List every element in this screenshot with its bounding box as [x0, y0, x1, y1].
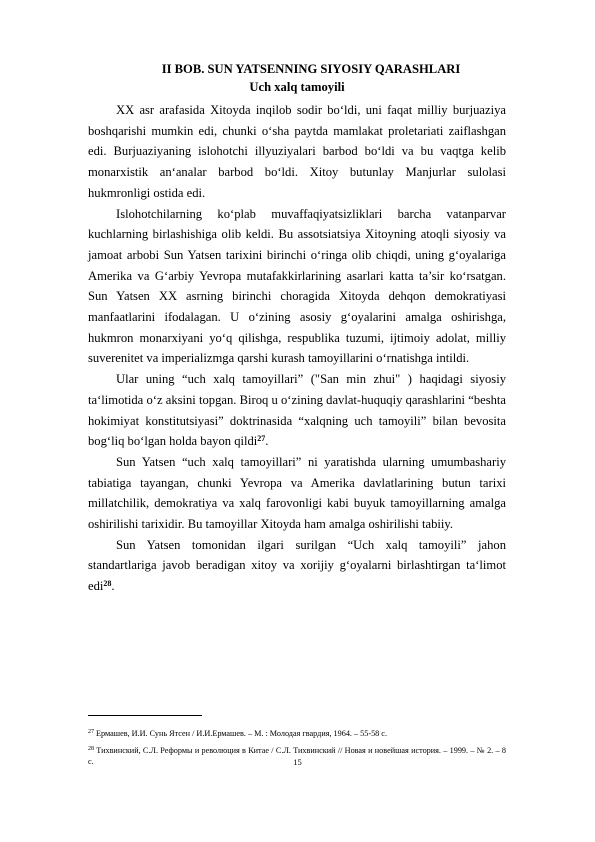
page-number: 15: [293, 757, 302, 767]
paragraph-3: Ular uning “uch xalq tamoyillari” ("San min zhui" ) haqidagi siyosiy ta‘limotida o‘z aksini topgan. Biroq u o‘zining davlat-huquqiy qarashlarini “beshta hokimiyat konstitutsiyasi” doktrinasida “xalqning uch tamoyili” bilan bevosita bog‘liq bo‘lgan holda bayon qildi$^{27}$.: [88, 372, 506, 449]
footnote-divider: [88, 715, 202, 716]
paragraph-4: [88, 452, 506, 535]
footnote-number: 27: [88, 729, 94, 735]
footnote-27: [88, 728, 506, 739]
paragraph-1: [88, 100, 506, 204]
paragraph-4-text: Sun Yatsen “uch xalq tamoyillari” ni yaratishda ularning umumbashariy tabiatiga tayangan, chunki Yevropa va Amerika davlatlarining butun tarixi millatchilik, demokratiya va xalq farovonligi kabi buyuk tamoyillarning amalga oshirilishi tarixidir. Bu tamoyillar Xitoyda ham amalga oshirilishi tabiiy.: [88, 454, 506, 532]
paragraph-3-text: Ular uning “uch xalq tamoyillari” ("San min zhui" ) haqidagi siyosiy ta‘limotida o‘z aksini topgan. Biroq u o‘zining davlat-huquqiy qarashlarini “beshta hokimiyat konstitutsiyasi” doktrinasida “xalqning uch tamoyili” bilan bevosita bog‘liq bo‘lgan holda bayon qildi: [88, 372, 506, 449]
body-text: [88, 100, 506, 597]
footnote-text: Тихвинский, С.Л. Реформы и революция в Китае / С.Л. Тихвинский // Новая и новейшая история. – 1999. – № 2. – 8 с.: [88, 746, 506, 766]
section-title: Uch xalq tamoyili: [249, 80, 345, 94]
paragraph-2-text: Islohotchilarning ko‘plab muvaffaqiyatsizliklari barcha vatanparvar kuchlarning birlashishiga olib keldi. Bu assotsiatsiya Xitoyning atoqli siyosiy va jamoat arbobi Sun Yatsen tarixini birinchi o‘ringa olib chiqdi, uning g‘oyalariga Amerika va G‘arbiy Yevropa mutafakkirlarining asarlari katta ta’sir ko‘rsatgan. Sun Yatsen XX asrning birinchi choragida Xitoyda dehqon demokratiyasi manfaatlarini ifodalagan. U o‘zining asosiy g‘oyalarini amalga oshirishga, hukmron monarxiyani yo‘q qilishga, respublika tuzumi, ijtimoiy adolat, milliy suverenitet va imperializmga qarshi kurash tamoyillarini o‘rnatishga intildi.: [88, 206, 506, 366]
footnote-text: Ермашев, И.И. Сунь Ятсен / И.И.Ермашев. – М. : Молодая гвардия, 1964. – 55-58 с.: [96, 729, 387, 738]
footnote-number: 28: [88, 746, 94, 752]
paragraph-2: [88, 204, 506, 370]
paragraph-5: Sun Yatsen tomonidan ilgari surilgan “Uch xalq tamoyili” jahon standartlariga javob beradigan xitoy va xorijiy g‘oyalarni birlashtirgan ta‘limot edi$^{28}$.: [88, 537, 506, 594]
footnote-ref-27[interactable]: 27: [257, 434, 266, 444]
paragraph-5-text: Sun Yatsen tomonidan ilgari surilgan “Uch xalq tamoyili” jahon standartlariga javob beradigan xitoy va xorijiy g‘oyalarni birlashtirgan ta‘limot edi: [88, 537, 506, 594]
footnote-ref-28[interactable]: 28: [103, 579, 112, 589]
chapter-title: II BOB. SUN YATSENNING SIYOSIY QARASHLARI: [161, 62, 461, 76]
paragraph-1-text: XX asr arafasida Xitoyda inqilob sodir bo‘ldi, uni faqat milliy burjuaziya boshqarishi mumkin edi, chunki o‘sha paytda mamlakat proletariati zaiflashgan edi. Burjuaziyaning islohotchi illyuziyalari barbod bo‘ldi va bu vaqtga kelib monarxistik an‘analar barbod bo‘ldi. Xitoy butunlay Manjurlar sulolasi hukmronligi ostida edi.: [88, 103, 506, 200]
